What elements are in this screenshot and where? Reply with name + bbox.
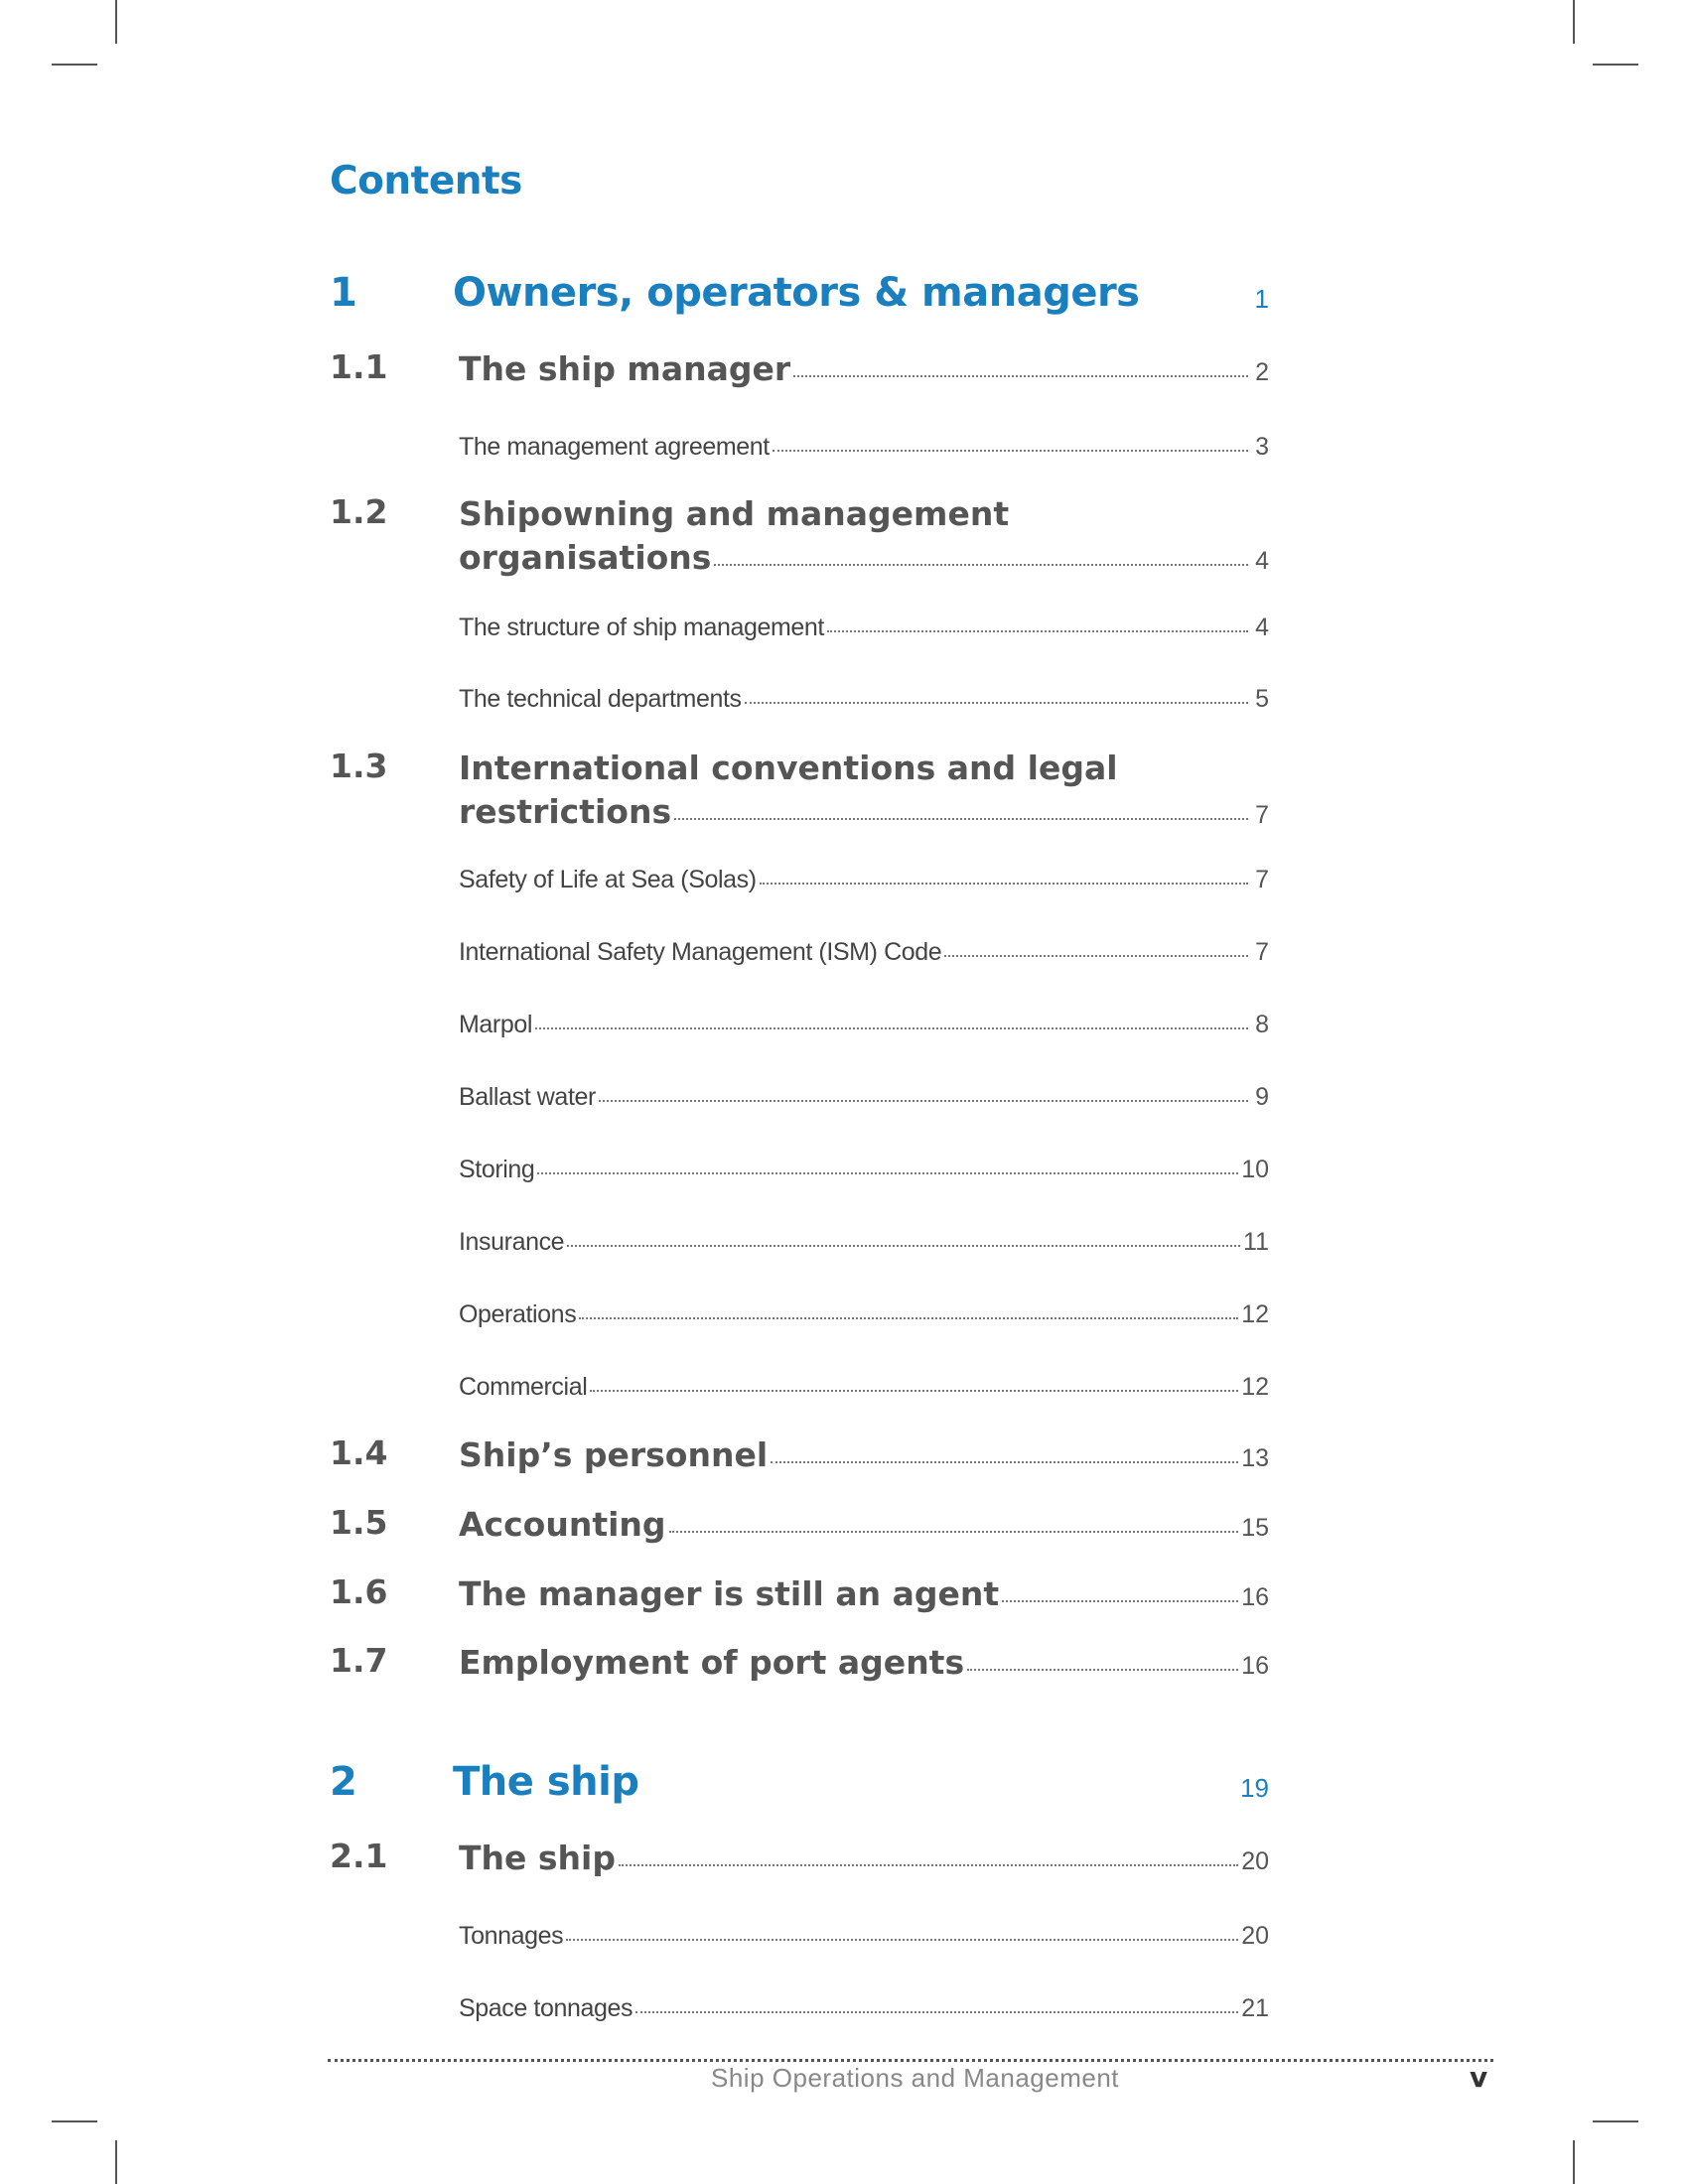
chapter-title[interactable]: Owners, operators & managers [453,270,1140,316]
toc-subentry[interactable] [459,1011,1269,1039]
chapter-number: 1 [330,270,357,316]
subentry-title: Tonnages [459,1922,564,1950]
chapter-page-number: 19 [1240,1773,1269,1803]
dot-leader [967,1669,1238,1671]
dot-leader [760,883,1248,885]
subentry-page-number: 12 [1241,1300,1269,1328]
subentry-page-number: 7 [1255,866,1269,893]
subentry-title: Space tonnages [459,1994,633,2022]
page-title: Contents [330,159,522,204]
running-footer: Ship Operations and Management [711,2063,1120,2093]
dot-leader [567,1245,1240,1247]
section-number: 1.3 [330,747,388,785]
toc-subentry[interactable] [459,938,1269,967]
section-page-number: 16 [1241,1652,1269,1680]
section-page-number: 16 [1241,1583,1269,1611]
section-page-number: 13 [1241,1444,1269,1472]
section-title: restrictions [459,792,672,831]
section-page-number: 20 [1241,1847,1269,1875]
chapter-heading [330,270,1269,330]
crop-mark-bottom-right-v [1573,2140,1575,2184]
subentry-title: International Safety Management (ISM) Code [459,938,942,966]
subentry-title: Storing [459,1156,535,1183]
section-title-line1: Shipowning and management [459,494,1010,533]
toc-subentry[interactable] [459,1373,1269,1402]
subentry-title: Operations [459,1300,577,1328]
dot-leader [944,955,1248,957]
subentry-page-number: 11 [1243,1228,1269,1256]
subentry-page-number: 12 [1241,1373,1269,1401]
dot-leader [793,375,1248,377]
subentry-title: Insurance [459,1228,565,1256]
page-folio: v [1470,2061,1488,2094]
subentry-page-number: 4 [1255,614,1269,641]
toc-subentry[interactable] [459,1083,1269,1112]
dot-leader [827,630,1248,632]
dot-leader [590,1390,1238,1392]
dot-leader [1002,1600,1238,1602]
section-page-number: 4 [1255,547,1269,575]
chapter-page-number: 1 [1254,284,1269,314]
subentry-title: Ballast water [459,1083,596,1111]
toc-entry[interactable] [459,1641,1269,1688]
dot-leader [566,1939,1238,1941]
dot-leader [773,450,1248,452]
dot-leader [771,1461,1238,1463]
section-page-number: 7 [1255,801,1269,829]
section-title: The manager is still an agent [459,1574,1000,1613]
subentry-title: Safety of Life at Sea (Solas) [459,866,757,893]
dot-leader [619,1864,1238,1866]
crop-mark-top-right-v [1573,0,1575,44]
section-title: organisations [459,538,712,577]
subentry-page-number: 8 [1255,1011,1269,1038]
chapter-number: 2 [330,1759,357,1805]
dot-leader [537,1172,1238,1174]
toc-subentry[interactable] [459,614,1269,642]
subentry-page-number: 21 [1241,1994,1269,2022]
section-number: 1.1 [330,347,388,386]
crop-mark-bottom-left-v [115,2140,117,2184]
chapter-title[interactable]: The ship [453,1759,639,1805]
subentry-title: Marpol [459,1011,533,1038]
toc-entry[interactable] [459,536,1269,583]
toc-subentry[interactable] [459,1228,1269,1257]
dot-leader [579,1317,1238,1319]
section-number: 1.4 [330,1433,388,1472]
toc-subentry[interactable] [459,1300,1269,1329]
toc-entry[interactable] [459,347,1269,394]
section-title: Employment of port agents [459,1643,965,1682]
toc-subentry[interactable] [459,1994,1269,2023]
dot-leader [745,702,1248,704]
crop-mark-top-left-h [52,64,97,66]
section-page-number: 2 [1255,358,1269,386]
dot-leader [674,818,1248,820]
toc-entry[interactable] [459,1572,1269,1619]
subentry-title: The management agreement [459,433,770,461]
crop-mark-bottom-right-h [1593,2120,1638,2122]
toc-entry[interactable] [459,1837,1269,1883]
section-number: 2.1 [330,1837,388,1875]
subentry-title: The structure of ship management [459,614,824,641]
toc-subentry[interactable] [459,866,1269,894]
section-number: 1.5 [330,1503,388,1542]
subentry-title: Commercial [459,1373,588,1401]
footer-rule [328,2059,1493,2062]
toc-entry[interactable] [459,1433,1269,1480]
toc-subentry[interactable] [459,1156,1269,1184]
subentry-page-number: 7 [1255,938,1269,966]
dot-leader [535,1027,1248,1029]
dot-leader [669,1531,1239,1533]
toc-entry[interactable] [459,1503,1269,1550]
toc-subentry[interactable] [459,685,1269,714]
subentry-page-number: 5 [1255,685,1269,713]
toc-subentry[interactable] [459,1922,1269,1951]
section-title: The ship manager [459,349,791,388]
subentry-page-number: 10 [1241,1156,1269,1183]
subentry-page-number: 9 [1255,1083,1269,1111]
section-title: Accounting [459,1505,666,1544]
section-title: Ship’s personnel [459,1435,769,1474]
section-title-line1: International conventions and legal [459,749,1118,787]
section-number: 1.2 [330,492,388,531]
subentry-title: The technical departments [459,685,742,713]
section-page-number: 15 [1241,1514,1269,1542]
crop-mark-top-right-h [1593,64,1638,66]
section-title: The ship [459,1839,616,1877]
dot-leader [599,1100,1248,1102]
crop-mark-top-left-v [115,0,117,44]
subentry-page-number: 20 [1241,1922,1269,1950]
section-number: 1.7 [330,1641,388,1680]
chapter-heading [330,1759,1269,1819]
toc-subentry[interactable] [459,433,1269,462]
crop-mark-bottom-left-h [52,2120,97,2122]
toc-entry[interactable] [459,790,1269,837]
subentry-page-number: 3 [1255,433,1269,461]
section-number: 1.6 [330,1572,388,1611]
dot-leader [714,564,1248,566]
dot-leader [635,2011,1238,2013]
